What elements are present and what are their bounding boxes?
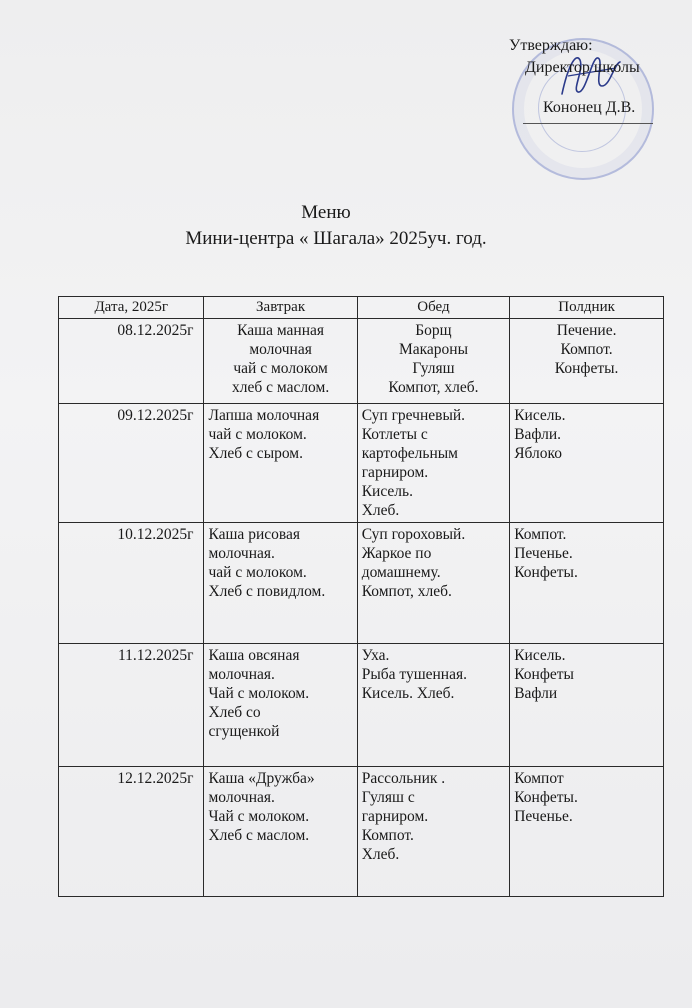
breakfast-cell — [204, 319, 357, 404]
table-row — [59, 523, 664, 644]
snack-cell — [510, 319, 664, 404]
snack-item: Конфеты. — [514, 789, 578, 806]
date-cell: 09.12.2025г — [59, 404, 204, 523]
lunch-item: Кисель. Хлеб. — [361, 685, 455, 702]
breakfast-item: Хлеб с повидлом. — [208, 583, 326, 600]
approve-label: Утверждаю: — [509, 37, 593, 54]
header-date: Дата, 2025г — [59, 297, 204, 319]
date-cell: 10.12.2025г — [59, 523, 204, 644]
document-title: Меню — [301, 202, 351, 223]
lunch-item: Компот, хлеб. — [388, 379, 479, 396]
snack-item: Печение. — [556, 322, 617, 339]
snack-cell — [510, 523, 664, 644]
snack-item: Конфеты. — [554, 360, 619, 377]
table-row — [59, 404, 664, 523]
breakfast-item: Чай с молоком. — [208, 685, 310, 702]
lunch-cell — [357, 319, 510, 404]
snack-item: Кисель. — [514, 647, 566, 664]
lunch-item: Рассольник . — [361, 770, 446, 787]
breakfast-item: хлеб с маслом. — [231, 379, 330, 396]
lunch-item: Кисель. — [361, 483, 413, 500]
snack-item: Конфеты — [514, 666, 574, 683]
snack-item: Яблоко — [514, 445, 563, 462]
snack-item: Печенье. — [514, 545, 573, 562]
header-snack: Полдник — [510, 297, 664, 319]
snack-item: Компот. — [560, 341, 613, 358]
breakfast-item: Хлеб с сыром. — [208, 445, 303, 462]
table-row — [59, 767, 664, 897]
lunch-cell — [357, 523, 510, 644]
lunch-item: Суп гороховый. — [361, 526, 466, 543]
table-row — [59, 319, 664, 404]
lunch-cell — [357, 644, 510, 767]
breakfast-item: Каша манная — [237, 322, 325, 339]
lunch-item: Суп гречневый. — [361, 407, 466, 424]
snack-item: Кисель. — [514, 407, 566, 424]
snack-item: Вафли. — [514, 426, 561, 443]
snack-item: Компот — [514, 770, 564, 787]
breakfast-item: чай с молоком — [233, 360, 328, 377]
breakfast-item: чай с молоком. — [208, 564, 307, 581]
lunch-item: Макароны — [398, 341, 468, 358]
breakfast-cell — [204, 767, 357, 897]
breakfast-item: Чай с молоком. — [208, 808, 310, 825]
table-header-row — [59, 297, 664, 319]
menu-table — [58, 296, 664, 897]
snack-item: Печенье. — [514, 808, 573, 825]
breakfast-item: Хлеб с маслом. — [208, 827, 310, 844]
breakfast-item: Каша овсяная — [208, 647, 300, 664]
director-position: Директор школы — [525, 59, 640, 76]
lunch-item: гарниром. — [361, 808, 429, 825]
lunch-item: картофельным — [361, 445, 458, 462]
lunch-item: Уха. — [361, 647, 390, 664]
breakfast-item: молочная — [249, 341, 312, 358]
snack-cell — [510, 767, 664, 897]
header-lunch: Обед — [357, 297, 510, 319]
date-cell: 08.12.2025г — [59, 319, 204, 404]
lunch-item: Гуляш с — [361, 789, 415, 806]
breakfast-item: молочная. — [208, 666, 275, 683]
date-cell: 12.12.2025г — [59, 767, 204, 897]
director-name: Кононец Д.В. — [543, 99, 636, 116]
header-breakfast: Завтрак — [204, 297, 357, 319]
breakfast-cell — [204, 644, 357, 767]
snack-item: Вафли — [514, 685, 558, 702]
lunch-item: Компот, хлеб. — [361, 583, 452, 600]
breakfast-item: Каша рисовая — [208, 526, 300, 543]
lunch-cell — [357, 404, 510, 523]
snack-item: Конфеты. — [514, 564, 578, 581]
lunch-item: Хлеб. — [361, 502, 400, 519]
snack-item: Компот. — [514, 526, 567, 543]
lunch-item: Компот. — [361, 827, 414, 844]
breakfast-item: Хлеб со — [208, 704, 261, 721]
lunch-item: Хлеб. — [361, 846, 400, 863]
breakfast-cell — [204, 523, 357, 644]
date-cell: 11.12.2025г — [59, 644, 204, 767]
breakfast-item: Лапша молочная — [208, 407, 320, 424]
breakfast-item: молочная. — [208, 545, 275, 562]
breakfast-item: Каша «Дружба» — [208, 770, 315, 787]
lunch-item: Жаркое по — [361, 545, 432, 562]
lunch-item: Рыба тушенная. — [361, 666, 467, 683]
snack-cell — [510, 404, 664, 523]
breakfast-cell — [204, 404, 357, 523]
breakfast-item: молочная. — [208, 789, 275, 806]
lunch-item: гарниром. — [361, 464, 429, 481]
breakfast-item: сгущенкой — [208, 723, 280, 740]
lunch-item: домашнему. — [361, 564, 441, 581]
lunch-cell — [357, 767, 510, 897]
document-subtitle: Мини-центра « Шагала» 2025уч. год. — [185, 228, 487, 249]
breakfast-item: чай с молоком. — [208, 426, 307, 443]
table-row — [59, 644, 664, 767]
lunch-item: Котлеты с — [361, 426, 428, 443]
snack-cell — [510, 644, 664, 767]
lunch-item: Гуляш — [412, 360, 455, 377]
lunch-item: Борщ — [415, 322, 452, 339]
signature-line — [523, 123, 653, 124]
